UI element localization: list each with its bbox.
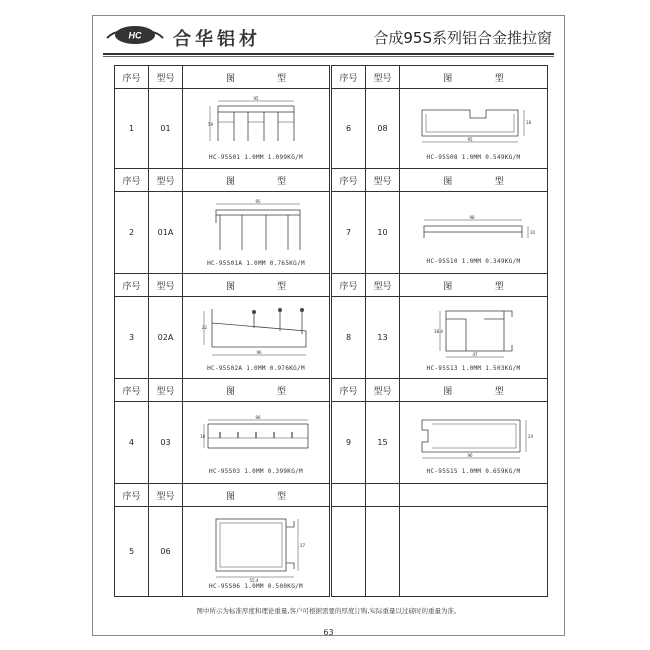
header-model: 型号 [366, 66, 400, 89]
profile-01-drawing [196, 96, 316, 154]
row-seq: 3 [115, 297, 149, 379]
header-model: 型号 [149, 274, 183, 297]
profile-drawing [183, 192, 330, 274]
table-header-row [115, 379, 330, 402]
profile-caption: HC-95S10 1.0MM 0.349KG/M [426, 258, 521, 265]
svg-text:18: 18 [525, 120, 531, 125]
empty-header-row [332, 484, 548, 507]
table-header-row [115, 169, 330, 192]
profile-02a-drawing [194, 303, 318, 365]
svg-text:10: 10 [529, 230, 535, 235]
footnote: 图中所示为标准厚度和理论重量,客户可根据需要的厚度订购,实际重量以过磅时的重量为准。 [196, 607, 461, 615]
header-seq: 序号 [332, 169, 366, 192]
profile-01a-drawing [196, 198, 316, 260]
svg-text:18: 18 [200, 434, 206, 439]
header-seq: 序号 [115, 66, 149, 89]
header-divider [103, 53, 554, 55]
row-seq: 2 [115, 192, 149, 274]
row-model: 13 [366, 297, 400, 379]
header-model: 型号 [149, 379, 183, 402]
table-header-row [115, 66, 330, 89]
logo-text: HC [128, 30, 142, 41]
profile-caption: HC-95S01A 1.0MM 0.765KG/M [207, 260, 305, 267]
row-seq: 8 [332, 297, 366, 379]
page-number: 63 [323, 628, 334, 637]
svg-text:24: 24 [527, 434, 533, 439]
header-drawing: 图 型 [183, 484, 330, 507]
document-title: 合成95S系列铝合金推拉窗 [373, 29, 552, 47]
profile-caption: HC-95S08 1.0MM 0.549KG/M [426, 154, 521, 161]
profile-drawing [400, 192, 548, 274]
profile-table-right [331, 65, 548, 597]
profile-caption: HC-95S06 1.0MM 0.500KG/M [209, 583, 303, 590]
header-seq: 序号 [115, 169, 149, 192]
profile-drawing [400, 89, 548, 169]
svg-text:95: 95 [466, 137, 473, 142]
header-drawing: 图 型 [183, 66, 330, 89]
profile-row [332, 297, 548, 379]
header-model: 型号 [366, 169, 400, 192]
row-model: 01 [149, 89, 183, 169]
svg-text:95: 95 [253, 96, 259, 101]
svg-text:96: 96 [466, 453, 473, 458]
header-model: 型号 [149, 66, 183, 89]
row-seq: 9 [332, 402, 366, 484]
row-model: 08 [366, 89, 400, 169]
profile-row [332, 192, 548, 274]
profile-row [115, 297, 330, 379]
svg-text:22: 22 [202, 325, 208, 330]
svg-text:59: 59 [208, 122, 214, 127]
header-drawing: 图 型 [183, 169, 330, 192]
svg-text:96: 96 [255, 415, 261, 420]
header-drawing: 图 型 [400, 274, 548, 297]
profile-drawing [183, 402, 330, 484]
profile-13-drawing [412, 303, 536, 365]
profile-caption: HC-95S03 1.0MM 0.399KG/M [209, 468, 303, 475]
row-seq: 7 [332, 192, 366, 274]
profile-caption: HC-95S13 1.0MM 1.503KG/M [426, 365, 521, 372]
profile-10-drawing [412, 200, 536, 258]
header-seq: 序号 [115, 484, 149, 507]
profile-row [332, 402, 548, 484]
svg-text:98: 98 [468, 215, 475, 220]
header-model: 型号 [149, 484, 183, 507]
catalog-page [92, 15, 565, 636]
profile-03-drawing [194, 410, 318, 468]
row-seq: 6 [332, 89, 366, 169]
row-model: 01A [149, 192, 183, 274]
table-header-row [332, 66, 548, 89]
header-model: 型号 [366, 274, 400, 297]
profile-row [332, 89, 548, 169]
row-model: 06 [149, 507, 183, 597]
profile-row [115, 402, 330, 484]
brand-name: 合华铝材 [173, 29, 261, 50]
profile-caption: HC-95S01 1.0MM 1.099KG/M [209, 154, 303, 161]
row-model: 03 [149, 402, 183, 484]
svg-text:27: 27 [300, 543, 306, 548]
profile-drawing [400, 297, 548, 379]
profile-table-left [114, 65, 330, 597]
table-header-row [332, 169, 548, 192]
profile-drawing [183, 297, 330, 379]
profile-drawing [183, 89, 330, 169]
svg-text:96: 96 [256, 350, 262, 355]
company-logo [105, 24, 165, 46]
header-divider-thin [103, 56, 554, 57]
header-seq: 序号 [332, 274, 366, 297]
svg-text:55.4: 55.4 [249, 578, 259, 583]
header-seq: 序号 [115, 274, 149, 297]
header-drawing: 图 型 [400, 66, 548, 89]
page-header [93, 16, 564, 56]
row-seq: 4 [115, 402, 149, 484]
header-seq: 序号 [115, 379, 149, 402]
header-seq: 序号 [332, 66, 366, 89]
profile-06-drawing [194, 513, 318, 583]
profile-15-drawing [412, 410, 536, 468]
header-drawing: 图 型 [400, 169, 548, 192]
header-drawing: 图 型 [400, 379, 548, 402]
svg-text:47: 47 [471, 352, 478, 357]
header-drawing: 图 型 [183, 379, 330, 402]
profile-row [115, 89, 330, 169]
profile-drawing [183, 507, 330, 597]
row-seq: 5 [115, 507, 149, 597]
profile-08-drawing [412, 96, 536, 154]
profile-row [115, 192, 330, 274]
svg-text:95: 95 [255, 199, 261, 204]
table-header-row [332, 379, 548, 402]
empty-row [332, 507, 548, 597]
header-seq: 序号 [332, 379, 366, 402]
header-model: 型号 [366, 379, 400, 402]
row-model: 10 [366, 192, 400, 274]
table-header-row [332, 274, 548, 297]
profile-drawing [400, 402, 548, 484]
row-model: 02A [149, 297, 183, 379]
profile-caption: HC-95S15 1.0MM 0.659KG/M [426, 468, 521, 475]
profile-caption: HC-95S02A 1.0MM 0.976KG/M [207, 365, 305, 372]
row-model: 15 [366, 402, 400, 484]
header-model: 型号 [149, 169, 183, 192]
table-header-row [115, 274, 330, 297]
row-seq: 1 [115, 89, 149, 169]
svg-text:38.4: 38.4 [433, 329, 443, 334]
table-header-row [115, 484, 330, 507]
header-drawing: 图 型 [183, 274, 330, 297]
profile-row [115, 507, 330, 597]
